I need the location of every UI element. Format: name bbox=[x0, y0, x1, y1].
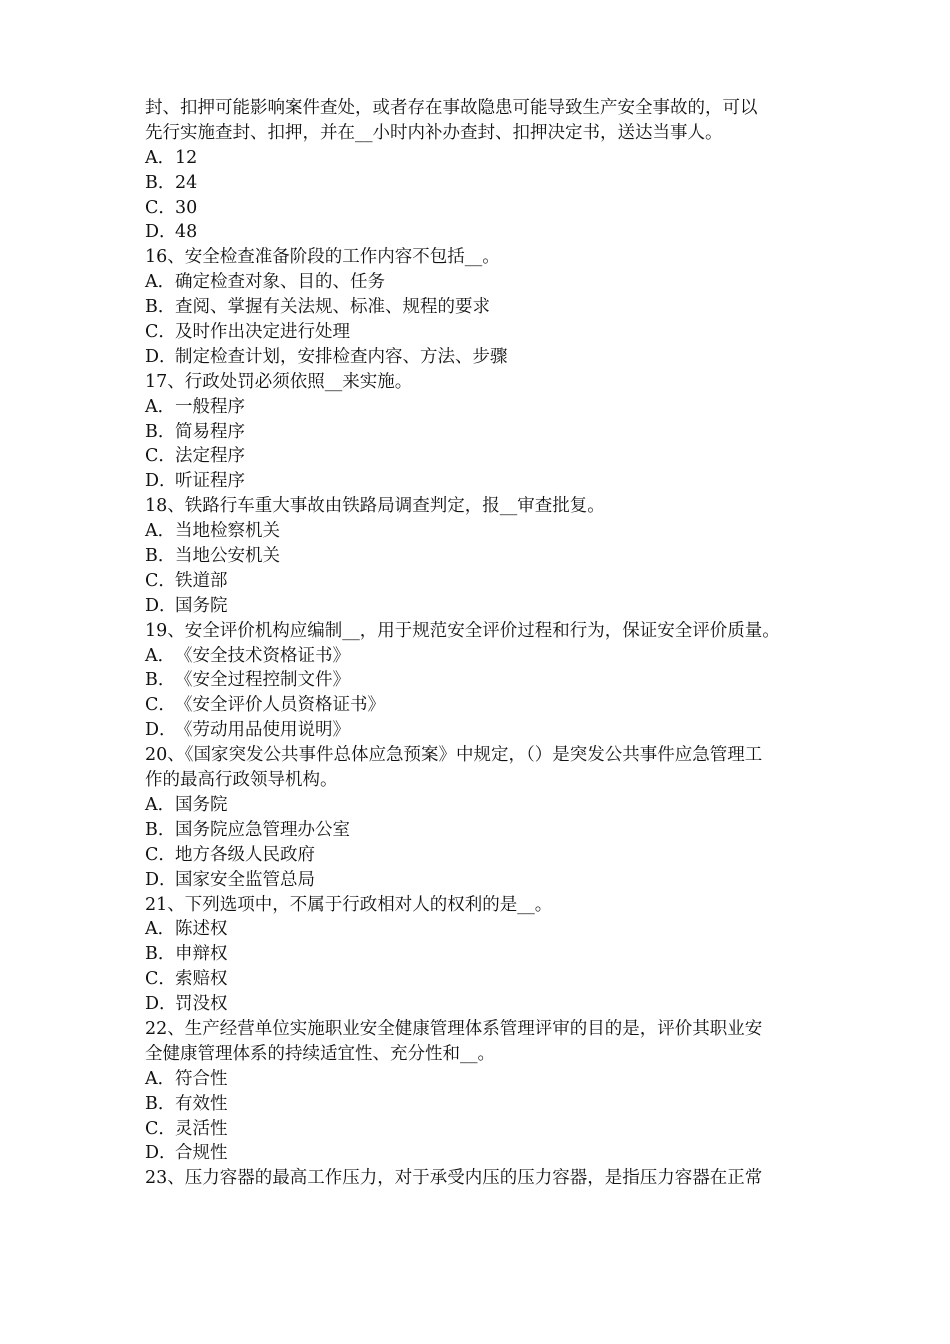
answer-option bbox=[145, 942, 815, 967]
answer-option bbox=[145, 1067, 815, 1092]
option-letter: C． bbox=[145, 695, 176, 716]
answer-option bbox=[145, 1117, 815, 1142]
option-text: 国务院 bbox=[175, 595, 228, 616]
option-text: 《安全评价人员资格证书》 bbox=[175, 695, 385, 716]
answer-option bbox=[145, 868, 815, 893]
option-letter: D． bbox=[145, 595, 177, 616]
question-stem: 20、《国家突发公共事件总体应急预案》中规定，（）是突发公共事件应急管理工 bbox=[145, 745, 763, 766]
option-text: 当地公安机关 bbox=[175, 546, 280, 567]
question-stem: 19、安全评价机构应编制__，用于规范安全评价过程和行为，保证安全评价质量。 bbox=[145, 620, 780, 641]
option-text: 当地检察机关 bbox=[175, 521, 280, 542]
question-block bbox=[145, 245, 815, 369]
answer-option bbox=[145, 693, 815, 718]
option-letter: D． bbox=[145, 720, 177, 741]
answer-option bbox=[145, 1141, 815, 1166]
option-letter: B． bbox=[145, 546, 176, 567]
answer-option bbox=[145, 569, 815, 594]
question-stem: 全健康管理体系的持续适宜性、充分性和__。 bbox=[145, 1043, 495, 1064]
option-text: 及时作出决定进行处理 bbox=[175, 322, 350, 343]
option-text: 灵活性 bbox=[175, 1118, 228, 1139]
answer-option bbox=[145, 395, 815, 420]
option-letter: C． bbox=[145, 322, 176, 343]
answer-option bbox=[145, 320, 815, 345]
option-letter: D． bbox=[145, 1143, 177, 1164]
option-text: 地方各级人民政府 bbox=[175, 844, 315, 865]
option-letter: B． bbox=[145, 172, 176, 193]
option-text: 索赔权 bbox=[175, 969, 228, 990]
option-letter: A． bbox=[145, 645, 176, 666]
answer-option bbox=[145, 196, 815, 221]
option-letter: A． bbox=[145, 521, 176, 542]
question-stem: 作的最高行政领导机构。 bbox=[145, 770, 338, 791]
answer-option bbox=[145, 793, 815, 818]
option-letter: D． bbox=[145, 222, 177, 243]
answer-option bbox=[145, 917, 815, 942]
answer-option bbox=[145, 544, 815, 569]
option-letter: D． bbox=[145, 869, 177, 890]
answer-option bbox=[145, 519, 815, 544]
option-letter: A． bbox=[145, 272, 176, 293]
option-text: 简易程序 bbox=[175, 421, 245, 442]
option-letter: D． bbox=[145, 346, 177, 367]
option-letter: B． bbox=[145, 297, 176, 318]
option-text: 铁道部 bbox=[175, 570, 228, 591]
option-letter: A． bbox=[145, 794, 176, 815]
answer-option bbox=[145, 1092, 815, 1117]
answer-option bbox=[145, 171, 815, 196]
intro-line: 封、扣押可能影响案件查处，或者存在事故隐患可能导致生产安全事故的，可以 bbox=[145, 98, 758, 118]
option-text: 罚没权 bbox=[175, 994, 228, 1015]
answer-option bbox=[145, 992, 815, 1017]
option-text: 申辩权 bbox=[175, 944, 228, 965]
option-letter: A． bbox=[145, 396, 176, 417]
option-letter: A． bbox=[145, 147, 176, 168]
option-text: 《安全技术资格证书》 bbox=[175, 645, 350, 666]
answer-option bbox=[145, 469, 815, 494]
option-letter: C． bbox=[145, 570, 176, 591]
document-body bbox=[145, 96, 815, 1191]
answer-option bbox=[145, 345, 815, 370]
option-letter: B． bbox=[145, 944, 176, 965]
answer-option bbox=[145, 843, 815, 868]
answer-option bbox=[145, 594, 815, 619]
option-text: 《劳动用品使用说明》 bbox=[175, 720, 350, 741]
intro-line: 先行实施查封、扣押，并在__小时内补办查封、扣押决定书，送达当事人。 bbox=[145, 122, 723, 143]
option-text: 48 bbox=[175, 222, 198, 243]
answer-option bbox=[145, 295, 815, 320]
option-letter: B． bbox=[145, 1093, 176, 1114]
option-text: 一般程序 bbox=[175, 396, 245, 417]
question-stem: 22、生产经营单位实施职业安全健康管理体系管理评审的目的是，评价其职业安 bbox=[145, 1018, 763, 1039]
option-letter: D． bbox=[145, 471, 177, 492]
answer-option bbox=[145, 270, 815, 295]
option-letter: C． bbox=[145, 446, 176, 467]
question-stem: 23、压力容器的最高工作压力，对于承受内压的压力容器，是指压力容器在正常 bbox=[145, 1168, 763, 1189]
option-text: 确定检查对象、目的、任务 bbox=[175, 272, 385, 293]
option-text: 12 bbox=[175, 147, 198, 168]
option-text: 听证程序 bbox=[175, 471, 245, 492]
question-stem: 18、铁路行车重大事故由铁路局调查判定，报__审查批复。 bbox=[145, 496, 605, 517]
answer-option bbox=[145, 644, 815, 669]
option-text: 国家安全监管总局 bbox=[175, 869, 315, 890]
answer-option bbox=[145, 967, 815, 992]
answer-option bbox=[145, 718, 815, 743]
question-stem: 21、下列选项中，不属于行政相对人的权利的是__。 bbox=[145, 894, 553, 915]
option-text: 国务院应急管理办公室 bbox=[175, 819, 350, 840]
question-block bbox=[145, 743, 815, 892]
option-text: 30 bbox=[175, 197, 198, 218]
question-block bbox=[145, 1017, 815, 1166]
option-letter: C． bbox=[145, 197, 176, 218]
option-text: 《安全过程控制文件》 bbox=[175, 670, 350, 691]
option-letter: C． bbox=[145, 1118, 176, 1139]
answer-option bbox=[145, 220, 815, 245]
option-letter: D． bbox=[145, 994, 177, 1015]
answer-option bbox=[145, 668, 815, 693]
option-letter: C． bbox=[145, 969, 176, 990]
option-letter: B． bbox=[145, 670, 176, 691]
option-text: 制定检查计划，安排检查内容、方法、步骤 bbox=[175, 346, 508, 367]
option-text: 有效性 bbox=[175, 1093, 228, 1114]
question-block bbox=[145, 370, 815, 494]
option-text: 合规性 bbox=[175, 1143, 228, 1164]
question-stem: 17、行政处罚必须依照__来实施。 bbox=[145, 371, 413, 392]
option-letter: C． bbox=[145, 844, 176, 865]
option-text: 24 bbox=[175, 172, 198, 193]
intro-block bbox=[145, 96, 815, 245]
answer-option bbox=[145, 146, 815, 171]
question-stem: 16、安全检查准备阶段的工作内容不包括__。 bbox=[145, 247, 500, 268]
question-block bbox=[145, 619, 815, 743]
option-text: 法定程序 bbox=[175, 446, 245, 467]
option-letter: A． bbox=[145, 919, 176, 940]
answer-option bbox=[145, 444, 815, 469]
option-letter: A． bbox=[145, 1068, 176, 1089]
option-text: 符合性 bbox=[175, 1068, 228, 1089]
question-list bbox=[145, 245, 815, 1191]
option-letter: B． bbox=[145, 421, 176, 442]
option-letter: B． bbox=[145, 819, 176, 840]
question-block bbox=[145, 893, 815, 1017]
option-text: 国务院 bbox=[175, 794, 228, 815]
option-text: 查阅、掌握有关法规、标准、规程的要求 bbox=[175, 297, 490, 318]
question-block bbox=[145, 494, 815, 618]
question-block bbox=[145, 1166, 815, 1191]
option-text: 陈述权 bbox=[175, 919, 228, 940]
answer-option bbox=[145, 818, 815, 843]
answer-option bbox=[145, 420, 815, 445]
